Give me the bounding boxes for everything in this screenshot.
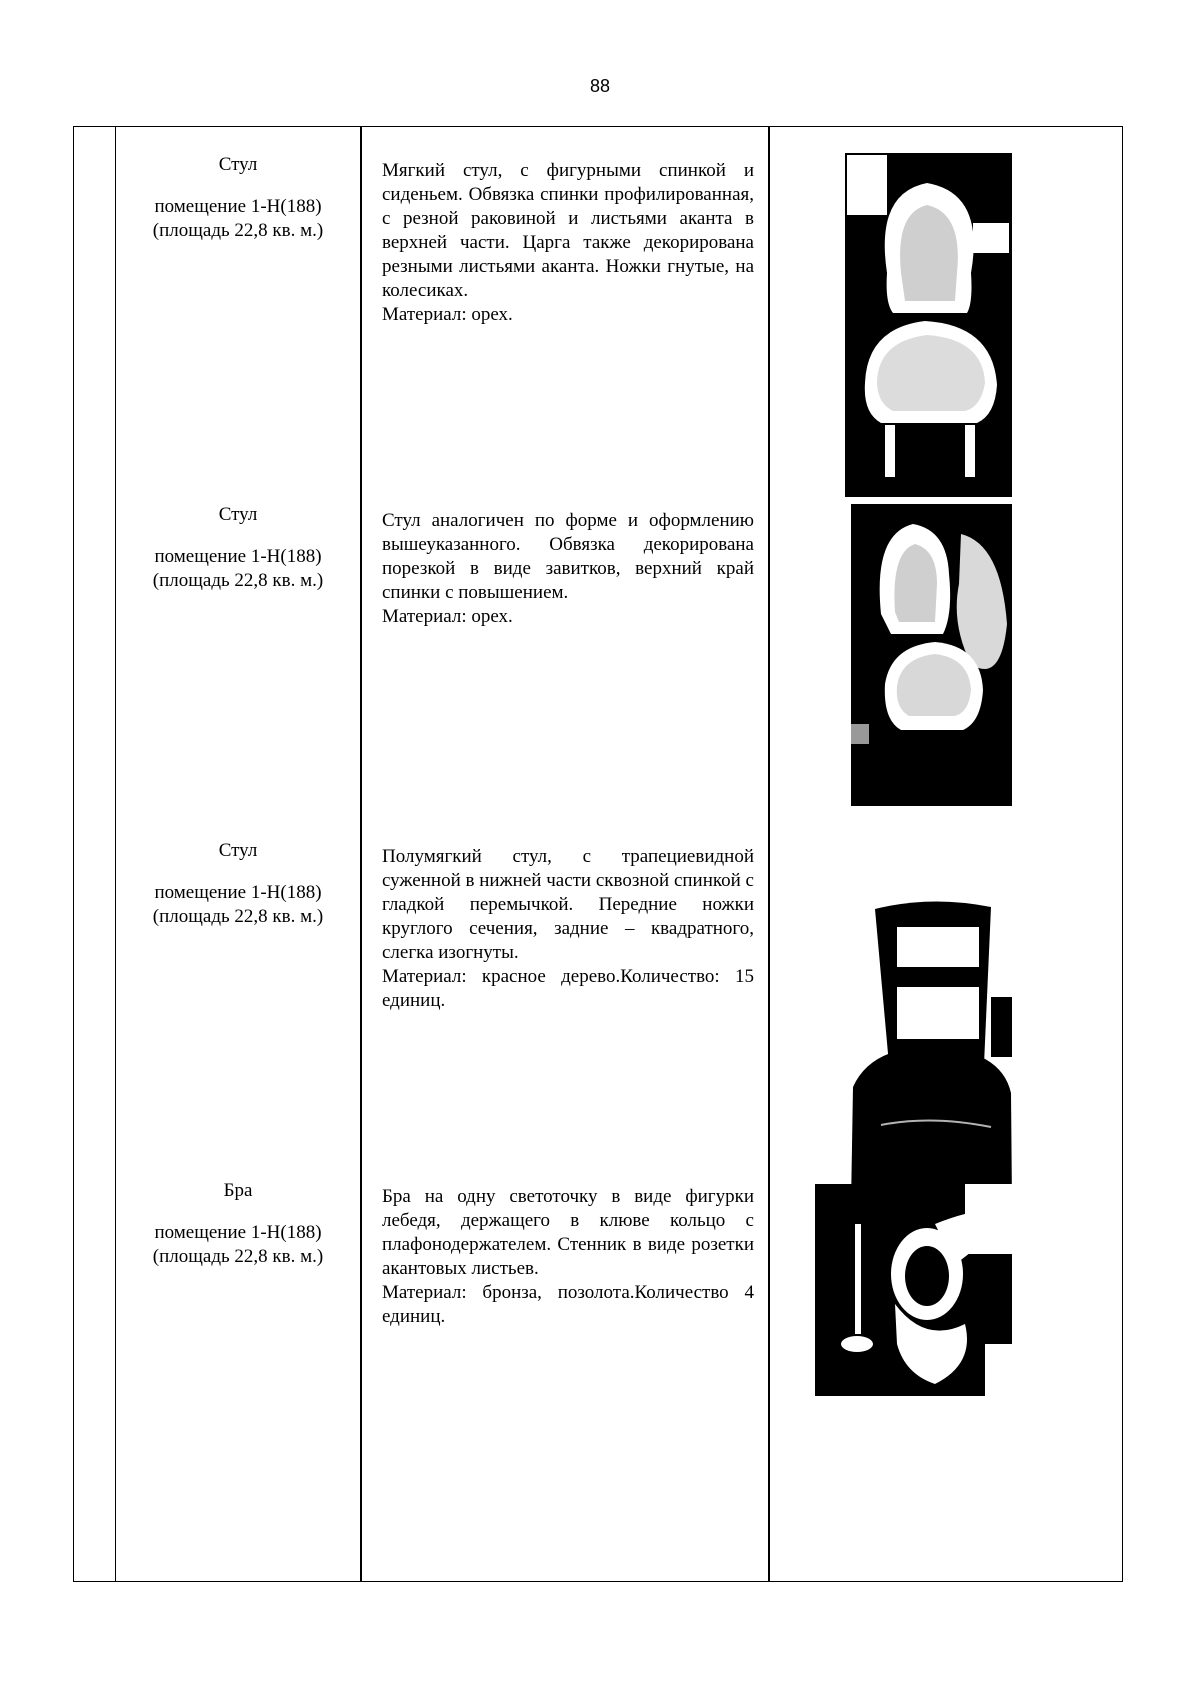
item-material: Материал: красное дерево.Количество: 15 единиц. (382, 966, 754, 1011)
area-line: (площадь 22,8 кв. м.) (152, 906, 324, 927)
item-description-cell (382, 845, 754, 1013)
item-title: Стул (218, 154, 258, 175)
page-number: 88 (589, 76, 611, 96)
area-line: (площадь 22,8 кв. м.) (152, 1246, 324, 1267)
item-name-cell (117, 503, 359, 593)
item-title: Стул (218, 504, 258, 525)
item-name-cell (117, 153, 359, 243)
column-divider (360, 127, 362, 1581)
item-description-cell (382, 159, 754, 327)
item-name-cell (117, 839, 359, 929)
area-line: (площадь 22,8 кв. м.) (152, 220, 324, 241)
item-material: Материал: орех. (382, 606, 513, 627)
swan-sconce-photo (815, 1184, 1012, 1396)
item-description: Мягкий стул, с фигурными спинкой и сиденьем. Обвязка спинки профилированная, с резной раковиной и листьями аканта в верхней части. Царга также декорирована резными листьями аканта. Ножки гнутые, на колесиках. (382, 160, 754, 301)
column-divider (768, 127, 770, 1581)
item-name-cell (117, 1179, 359, 1269)
item-title: Стул (218, 840, 258, 861)
item-description: Стул аналогичен по форме и оформлению вышеуказанного. Обвязка декорирована порезкой в виде завитков, верхний край спинки с повышением. (382, 510, 754, 603)
room-line: помещение 1-Н(188) (154, 546, 322, 567)
carved-chair-photo (851, 504, 1012, 806)
item-description-cell (382, 1185, 754, 1329)
item-description: Бра на одну светоточку в виде фигурки лебедя, держащего в клюве кольцо с плафонодержателем. Стенник в виде розетки акантовых листьев. (382, 1186, 754, 1279)
column-divider (115, 127, 116, 1581)
area-line: (площадь 22,8 кв. м.) (152, 570, 324, 591)
room-line: помещение 1-Н(188) (154, 882, 322, 903)
item-material: Материал: бронза, позолота.Количество 4 единиц. (382, 1282, 754, 1327)
inventory-table (73, 126, 1123, 1582)
room-line: помещение 1-Н(188) (154, 196, 322, 217)
item-description-cell (382, 509, 754, 629)
upholstered-chair-photo (845, 153, 1012, 497)
mahogany-chair-photo (851, 897, 1012, 1205)
item-material: Материал: орех. (382, 304, 513, 325)
item-title: Бра (223, 1180, 253, 1201)
item-description: Полумягкий стул, с трапециевидной суженной в нижней части сквозной спинкой с гладкой перемычкой. Передние ножки круглого сечения, задние – квадратного, слегка изогнуты. (382, 846, 754, 963)
room-line: помещение 1-Н(188) (154, 1222, 322, 1243)
